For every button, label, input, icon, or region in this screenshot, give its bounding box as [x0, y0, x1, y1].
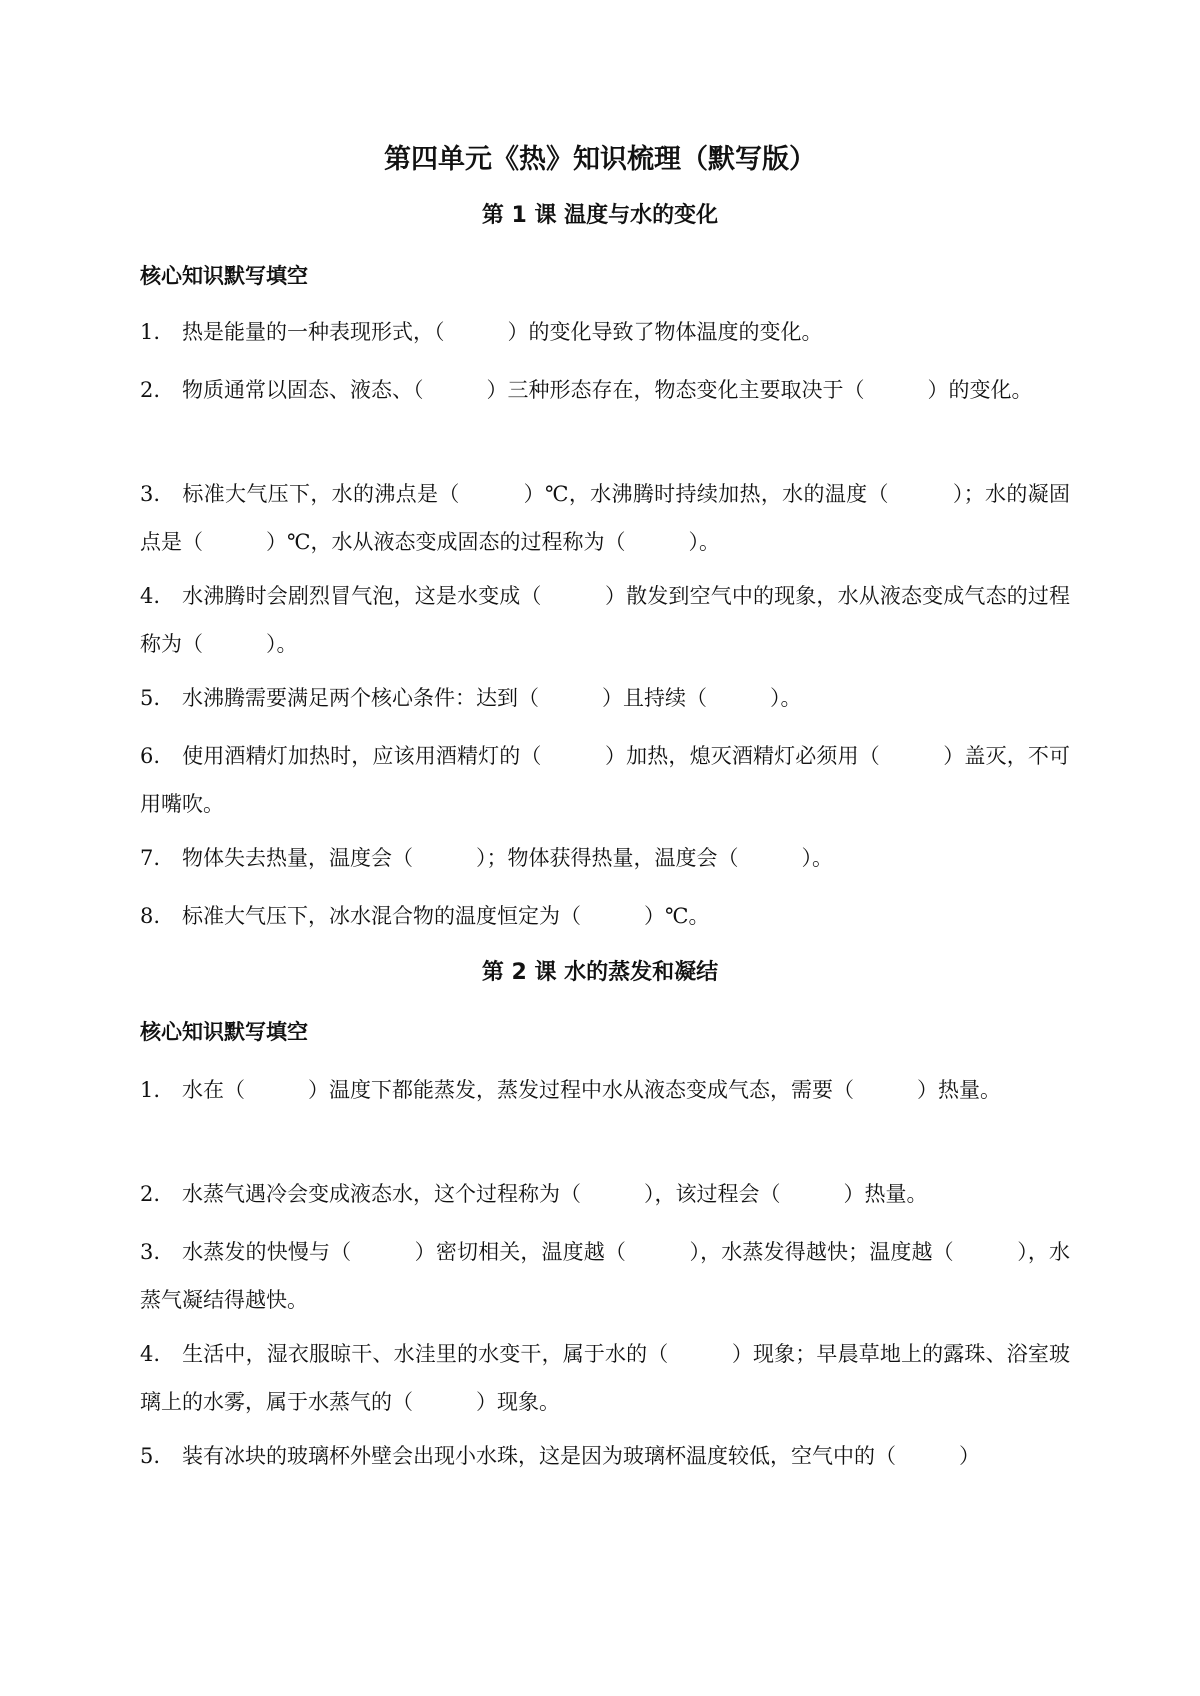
- item-text: 标准大气压下，冰水混合物的温度恒定为（ ）℃。: [182, 904, 710, 928]
- item-text: 热是能量的一种表现形式，（ ）的变化导致了物体温度的变化。: [182, 320, 823, 344]
- item-number: 3.: [140, 482, 161, 506]
- lesson-1-item-8: [140, 892, 1070, 940]
- item-number: 4.: [140, 584, 161, 608]
- lesson-1-heading: 第 1 课 温度与水的变化: [481, 203, 719, 228]
- item-number: 5.: [140, 1444, 161, 1468]
- page-title: 第四单元《热》知识梳理（默写版）: [384, 144, 816, 175]
- lesson-2-item-5: [140, 1432, 1070, 1480]
- item-number: 6.: [140, 744, 161, 768]
- item-text: 水蒸气遇冷会变成液态水，这个过程称为（ ），该过程会（ ）热量。: [182, 1182, 928, 1206]
- item-number: 2.: [140, 378, 161, 402]
- item-number: 4.: [140, 1342, 161, 1366]
- item-number: 5.: [140, 686, 161, 710]
- lesson-2-item-1: [140, 1066, 1070, 1114]
- lesson-2-item-3: [140, 1228, 1070, 1324]
- lesson-2-item-2: [140, 1170, 1070, 1218]
- item-text: 水蒸发的快慢与（ ）密切相关，温度越（ ），水蒸发得越快；温度越（ ），水蒸气凝结得越快。: [140, 1240, 1070, 1312]
- item-text: 物体失去热量，温度会（ ）；物体获得热量，温度会（ ）。: [182, 846, 833, 870]
- item-text: 使用酒精灯加热时，应该用酒精灯的（ ）加热，熄灭酒精灯必须用（ ）盖灭，不可用嘴吹。: [140, 744, 1070, 816]
- item-number: 1.: [140, 1078, 161, 1102]
- item-text: 物质通常以固态、液态、（ ）三种形态存在，物态变化主要取决于（ ）的变化。: [182, 378, 1033, 402]
- item-text: 水在（ ）温度下都能蒸发，蒸发过程中水从液态变成气态，需要（ ）热量。: [182, 1078, 1001, 1102]
- item-number: 1.: [140, 320, 161, 344]
- item-number: 8.: [140, 904, 161, 928]
- lesson-2-item-4: [140, 1330, 1070, 1426]
- lesson-1-item-7: [140, 834, 1070, 882]
- lesson-1-item-6: [140, 732, 1070, 828]
- lesson-1-item-4: [140, 572, 1070, 668]
- lesson-2-section-heading: 核心知识默写填空: [140, 1020, 308, 1044]
- lesson-1-item-5: [140, 674, 1070, 722]
- item-number: 2.: [140, 1182, 161, 1206]
- lesson-2-heading: 第 2 课 水的蒸发和凝结: [481, 960, 719, 985]
- lesson-1-item-1: [140, 308, 1070, 356]
- item-text: 装有冰块的玻璃杯外壁会出现小水珠，这是因为玻璃杯温度较低，空气中的（ ）: [182, 1444, 980, 1468]
- item-number: 3.: [140, 1240, 161, 1264]
- item-text: 水沸腾需要满足两个核心条件：达到（ ）且持续（ ）。: [182, 686, 802, 710]
- item-text: 水沸腾时会剧烈冒气泡，这是水变成（ ）散发到空气中的现象，水从液态变成气态的过程称为（ ）。: [140, 584, 1070, 656]
- lesson-1-section-heading: 核心知识默写填空: [140, 264, 308, 288]
- lesson-1-item-3: [140, 470, 1070, 566]
- item-number: 7.: [140, 846, 161, 870]
- lesson-1-item-2: [140, 366, 1070, 414]
- item-text: 生活中，湿衣服晾干、水洼里的水变干，属于水的（ ）现象；早晨草地上的露珠、浴室玻璃上的水雾，属于水蒸气的（ ）现象。: [140, 1342, 1070, 1414]
- item-text: 标准大气压下，水的沸点是（ ）℃，水沸腾时持续加热，水的温度（ ）；水的凝固点是（ ）℃，水从液态变成固态的过程称为（ ）。: [140, 482, 1070, 554]
